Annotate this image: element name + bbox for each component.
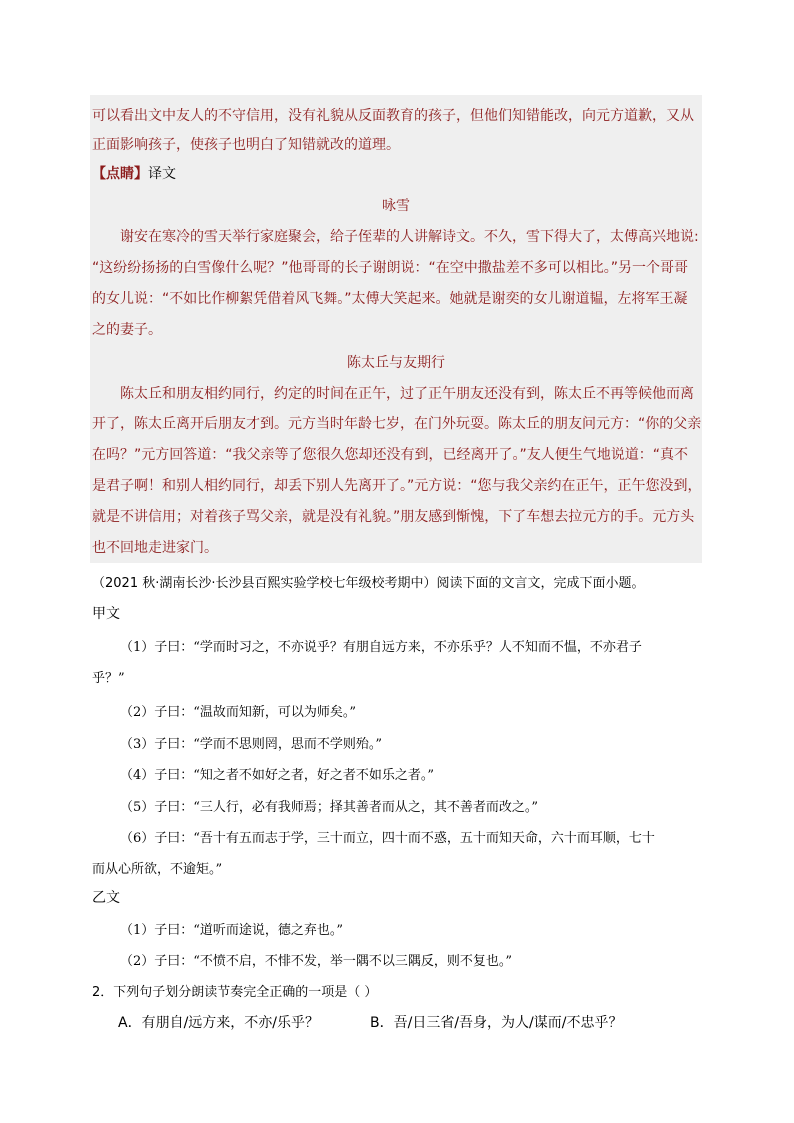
story1-line: “这纷纷扬扬的白雪像什么呢？”他哥哥的长子谢朗说：“在空中撒盐差不多可以相比。”另一个哥哥 <box>92 260 689 276</box>
story1-line: 谢安在寒冷的雪天举行家庭聚会，给子侄辈的人讲解诗文。不久，雪下得大了，太傅高兴地说: <box>120 229 699 245</box>
story2-line: 陈太丘和朋友相约同行，约定的时间在正午，过了正午朋友还没有到，陈太丘不再等候他而离 <box>120 386 694 402</box>
highlight-label: 译文 <box>148 166 176 182</box>
analysis-line-2: 正面影响孩子，使孩子也明白了知错就改的道理。 <box>92 137 400 153</box>
story2-title: 陈太丘与友期行 <box>347 355 445 371</box>
question-source: （2021 秋·湖南长沙·长沙县百熙实验学校七年级校考期中）阅读下面的文言文，完成下面小题。 <box>92 576 645 591</box>
story1-line: 的女儿说：“不如比作柳絮凭借着风飞舞。”太傅大笑起来。她就是谢奕的女儿谢道韫，左将军王凝 <box>92 291 688 307</box>
option-b[interactable]: B．吾/日三省/吾身，为人/谋而/不忠乎？ <box>370 1015 623 1031</box>
story1-line: 之的妻子。 <box>92 322 162 338</box>
question-stem: 2．下列句子划分朗读节奏完全正确的一项是（ ） <box>92 985 378 1000</box>
text-a-item: （6）子曰：“吾十有五而志于学，三十而立，四十而不惑，五十而知天命，六十而耳顺，七十 <box>120 831 655 846</box>
text-a-item: （4）子曰：“知之者不如好之者，好之者不如乐之者。” <box>120 768 435 783</box>
story2-line: 开了，陈太丘离开后朋友才到。元方当时年龄七岁，在门外玩耍。陈太丘的朋友问元方：“你的父亲 <box>92 416 702 432</box>
highlight-heading <box>92 163 176 183</box>
text-a-item: （3）子曰：“学而不思则罔，思而不学则殆。” <box>120 737 383 752</box>
analysis-line-1: 可以看出文中友人的不守信用，没有礼貌从反面教育的孩子，但他们知错能改，向元方道歉，又从 <box>92 108 694 124</box>
text-b-heading: 乙文 <box>92 890 120 906</box>
story2-line: 就是不讲信用；对着孩子骂父亲，就是没有礼貌。”朋友感到惭愧，下了车想去拉元方的手。元方头 <box>92 509 695 525</box>
text-a-item: （2）子曰：“温故而知新，可以为师矣。” <box>120 705 357 720</box>
text-a-item: （1）子曰：“学而时习之，不亦说乎？有朋自远方来，不亦乐乎？人不知而不愠，不亦君子 <box>120 640 642 655</box>
text-b-item: （2）子曰：“不愤不启，不悱不发，举一隅不以三隅反，则不复也。” <box>120 954 513 969</box>
highlight-tag: 【点睛】 <box>92 166 148 182</box>
text-b-item: （1）子曰：“道听而途说，德之弃也。” <box>120 923 344 938</box>
text-a-item: （5）子曰：“三人行，必有我师焉；择其善者而从之，其不善者而改之。” <box>120 800 539 815</box>
story2-line: 也不回地走进家门。 <box>92 540 218 556</box>
story1-title: 咏雪 <box>382 198 410 214</box>
text-a-heading: 甲文 <box>92 606 120 622</box>
text-a-item: 乎？” <box>92 671 125 686</box>
story2-line: 在吗？”元方回答道：“我父亲等了您很久您却还没有到，已经离开了。”友人便生气地说道：“真不 <box>92 447 689 463</box>
text-a-item: 而从心所欲，不逾矩。” <box>92 862 223 877</box>
story2-line: 是君子啊！和别人相约同行，却丢下别人先离开了。”元方说：“您与我父亲约在正午，正午您没到， <box>92 478 702 494</box>
option-a[interactable]: A．有朋自/远方来，不亦/乐乎？ <box>118 1015 320 1031</box>
